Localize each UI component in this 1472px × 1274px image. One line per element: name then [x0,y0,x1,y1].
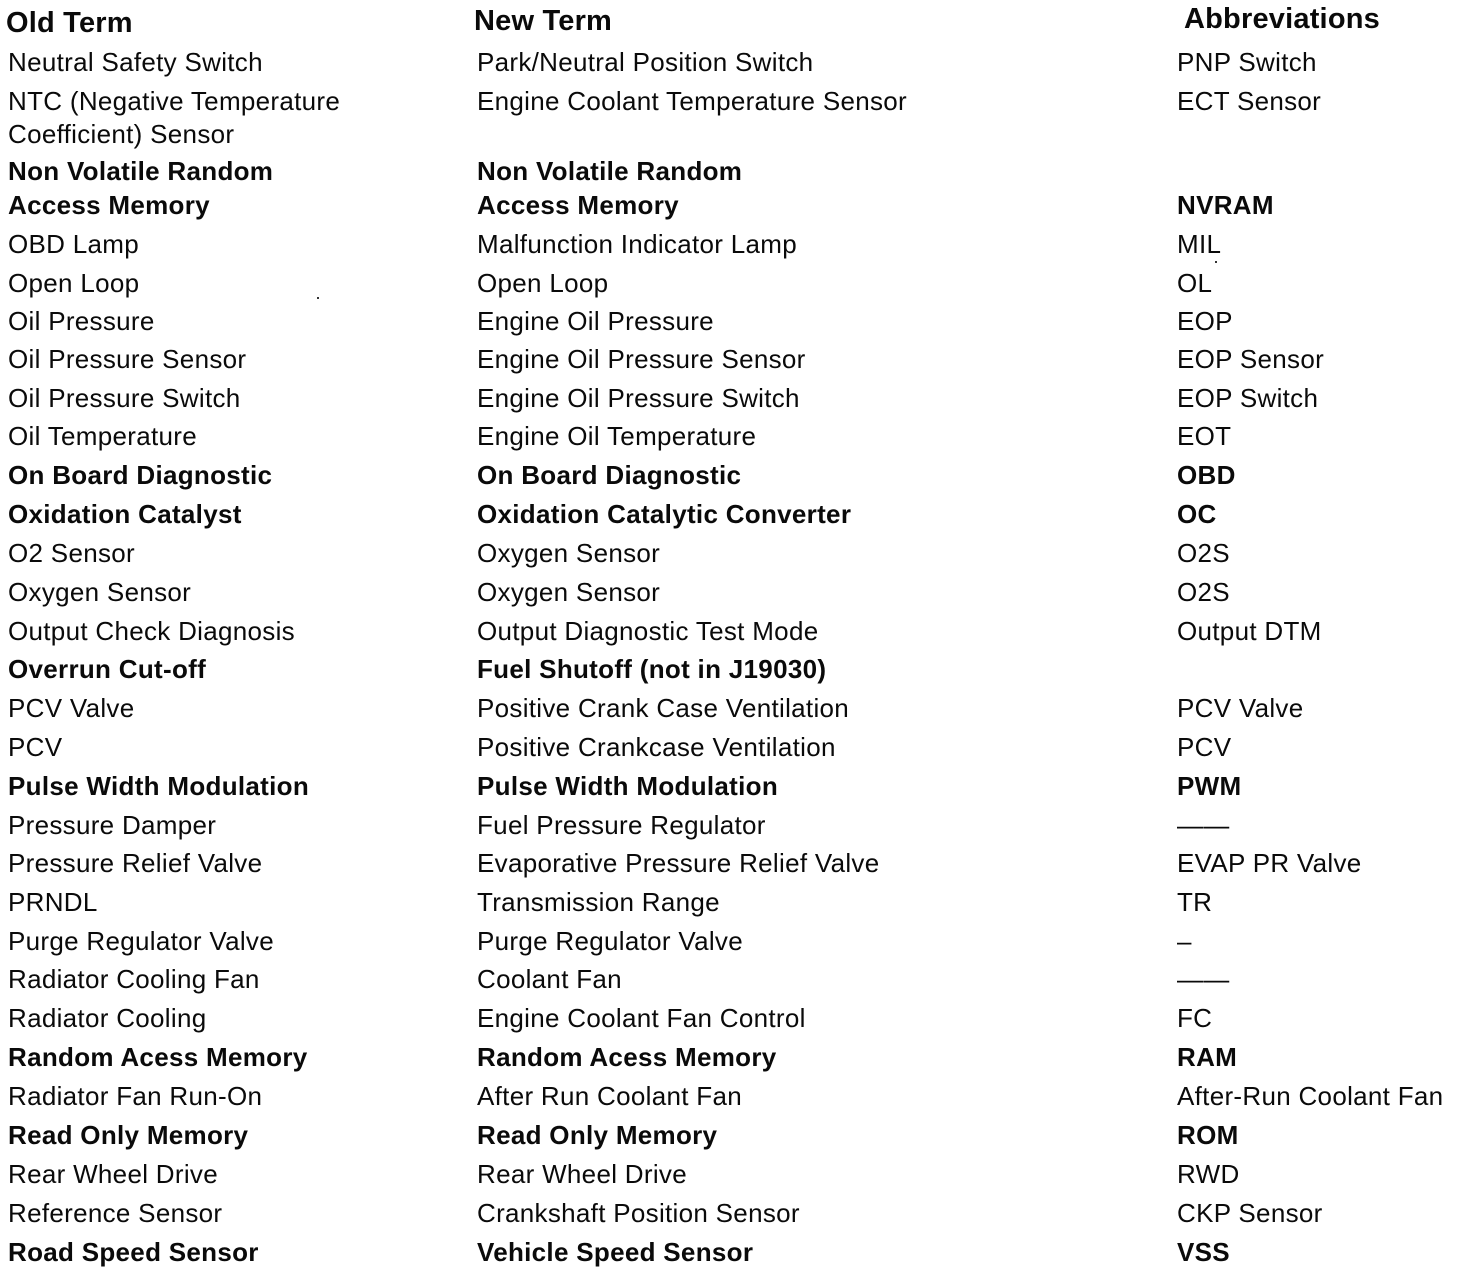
abbreviation-cell: PNP Switch [1177,47,1317,77]
new-term-cell: Engine Coolant Temperature Sensor [477,86,908,116]
old-term-cell: PCV [8,732,63,762]
new-term-cell: Engine Coolant Fan Control [477,1003,806,1033]
old-term-cell: OBD Lamp [8,229,140,259]
abbreviation-cell: ECT Sensor [1177,86,1322,116]
new-term-cell: Oxidation Catalytic Converter [477,499,852,529]
new-term-cell: Rear Wheel Drive [477,1159,687,1189]
new-term-cell: Engine Oil Pressure Sensor [477,344,806,374]
new-term-cell: On Board Diagnostic [477,460,742,490]
old-term-cell: Reference Sensor [8,1198,223,1228]
abbreviation-cell: NVRAM [1177,190,1274,220]
abbreviation-cell: ROM [1177,1120,1239,1150]
new-term-cell: Engine Oil Temperature [477,421,757,451]
abbreviation-cell: Output DTM [1177,616,1322,646]
new-term-cell: Random Acess Memory [477,1042,777,1072]
new-term-cell: Crankshaft Position Sensor [477,1198,800,1228]
old-term-cell: Read Only Memory [8,1120,249,1150]
old-term-cell: Oil Pressure [8,306,155,336]
old-term-cell: O2 Sensor [8,538,135,568]
new-term-cell: Oxygen Sensor [477,538,661,568]
old-term-cell: NTC (Negative Temperature [8,86,341,116]
old-term-cell: PCV Valve [8,693,135,723]
new-term-cell: Read Only Memory [477,1120,718,1150]
abbreviation-cell: O2S [1177,538,1230,568]
new-term-cell: Positive Crank Case Ventilation [477,693,850,723]
old-term-cell: Neutral Safety Switch [8,47,263,77]
abbreviation-cell: OC [1177,499,1217,529]
new-term-cell: Fuel Shutoff (not in J19030) [477,654,827,684]
abbreviation-cell: RAM [1177,1042,1238,1072]
old-term-cell: PRNDL [8,887,98,917]
new-term-cell: Evaporative Pressure Relief Valve [477,848,880,878]
abbreviation-cell: EOT [1177,421,1232,451]
old-term-cell: Open Loop [8,268,140,298]
old-term-cell: Oil Pressure Switch [8,383,241,413]
abbreviation-cell: PWM [1177,771,1242,801]
abbreviation-cell: OL [1177,268,1213,298]
abbreviation-cell: PCV [1177,732,1232,762]
new-term-cell: Transmission Range [477,887,720,917]
old-term-cell: Pressure Damper [8,810,217,840]
abbreviation-cell: EOP [1177,306,1233,336]
new-term-cell: Non Volatile Random [477,156,743,186]
old-term-cell: Road Speed Sensor [8,1237,259,1267]
abbreviation-cell: CKP Sensor [1177,1198,1323,1228]
abbreviation-cell: —— [1177,964,1230,994]
old-term-cell: Pulse Width Modulation [8,771,310,801]
abbreviation-cell: EVAP PR Valve [1177,848,1362,878]
abbreviation-cell: VSS [1177,1237,1230,1267]
new-term-cell: Access Memory [477,190,679,220]
new-term-cell: Pulse Width Modulation [477,771,779,801]
old-term-cell: Oxidation Catalyst [8,499,242,529]
abbreviation-cell: —— [1177,810,1230,840]
scan-speck [1215,261,1217,263]
abbreviation-cell: O2S [1177,577,1230,607]
old-term-cell: Oxygen Sensor [8,577,192,607]
new-term-cell: Coolant Fan [477,964,622,994]
new-term-cell: After Run Coolant Fan [477,1081,742,1111]
abbreviation-cell: FC [1177,1003,1213,1033]
new-term-cell: Malfunction Indicator Lamp [477,229,797,259]
new-term-cell: Vehicle Speed Sensor [477,1237,754,1267]
old-term-cell: Rear Wheel Drive [8,1159,218,1189]
old-term-cell: Oil Pressure Sensor [8,344,247,374]
new-term-cell: Purge Regulator Valve [477,926,743,956]
new-term-cell: Positive Crankcase Ventilation [477,732,836,762]
old-term-cell: Pressure Relief Valve [8,848,263,878]
abbreviations-header: Abbreviations [1184,3,1380,35]
abbreviation-cell: OBD [1177,460,1236,490]
new-term-cell: Oxygen Sensor [477,577,661,607]
new-term-cell: Engine Oil Pressure Switch [477,383,800,413]
old-term-cell: On Board Diagnostic [8,460,273,490]
old-term-header: Old Term [6,7,133,39]
new-term-cell: Open Loop [477,268,609,298]
old-term-cell: Radiator Fan Run-On [8,1081,263,1111]
abbreviation-cell: TR [1177,887,1213,917]
old-term-cell: Coefficient) Sensor [8,119,235,149]
scan-speck [317,297,319,299]
abbreviation-cell: EOP Sensor [1177,344,1325,374]
new-term-cell: Engine Oil Pressure [477,306,714,336]
old-term-cell: Purge Regulator Valve [8,926,274,956]
abbreviation-cell: MIL [1177,229,1222,259]
new-term-cell: Park/Neutral Position Switch [477,47,814,77]
old-term-cell: Radiator Cooling [8,1003,207,1033]
old-term-cell: Oil Temperature [8,421,197,451]
abbreviation-cell: PCV Valve [1177,693,1304,723]
abbreviation-cell: RWD [1177,1159,1240,1189]
old-term-cell: Random Acess Memory [8,1042,308,1072]
old-term-cell: Overrun Cut-off [8,654,207,684]
abbreviation-cell: After-Run Coolant Fan [1177,1081,1444,1111]
abbreviation-cell: EOP Switch [1177,383,1319,413]
new-term-header: New Term [474,5,613,37]
new-term-cell: Fuel Pressure Regulator [477,810,766,840]
new-term-cell: Output Diagnostic Test Mode [477,616,819,646]
old-term-cell: Radiator Cooling Fan [8,964,260,994]
abbreviation-cell: – [1177,926,1192,956]
old-term-cell: Access Memory [8,190,210,220]
old-term-cell: Non Volatile Random [8,156,274,186]
old-term-cell: Output Check Diagnosis [8,616,295,646]
